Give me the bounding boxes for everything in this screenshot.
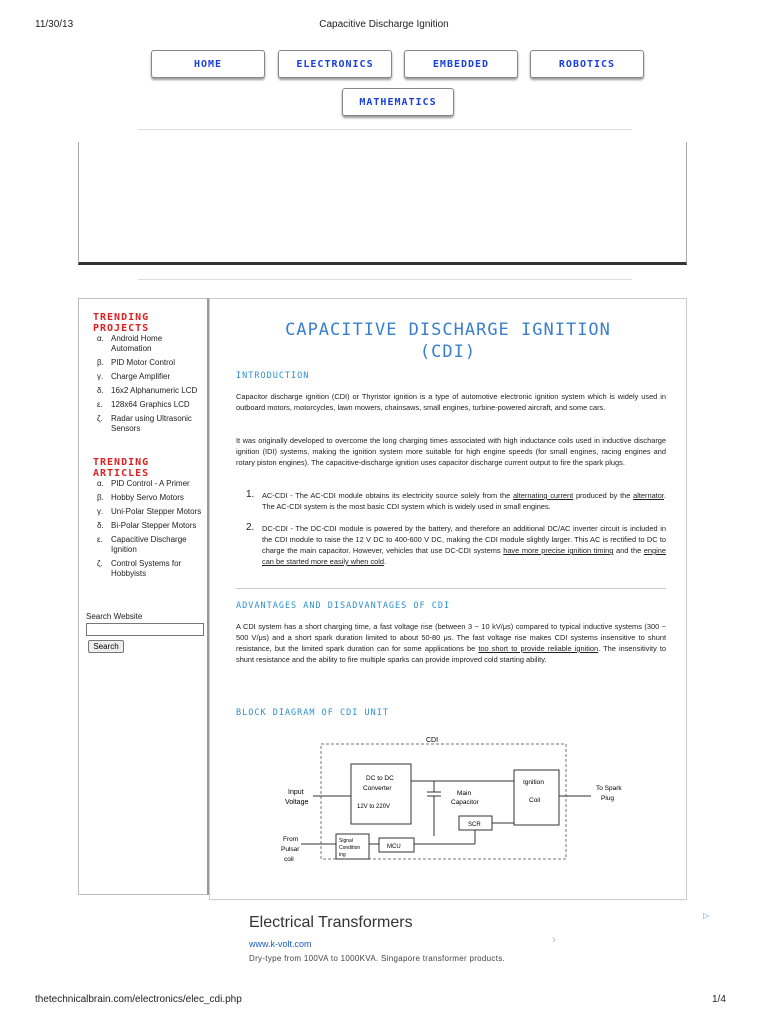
nav-robotics[interactable]: ROBOTICS [530,50,644,78]
divider [138,279,632,280]
list-item[interactable]: δ. Bi-Polar Stepper Motors [97,521,197,530]
divider [138,129,632,130]
search-label: Search Website [86,612,143,621]
page-title: CAPACITIVE DISCHARGE IGNITION [285,320,611,340]
list-item[interactable]: γ. Uni-Polar Stepper Motors [97,507,202,516]
search-button[interactable]: Search [88,640,124,653]
nav-mathematics[interactable]: MATHEMATICS [342,88,454,116]
list-item-ac-cdi: 1. AC-CDI - The AC-CDI module obtains its electricity source solely from the alternating current produced by the alternator. The AC-CDI system is the most basic CDI system which is widely used in small engines. [246,489,666,511]
svg-text:Converter: Converter [363,785,392,792]
block-diagram-heading: BLOCK DIAGRAM OF CDI UNIT [236,708,389,718]
intro-paragraph-2: It was originally developed to overcome the long charging times associated with high inductance coils used in inductive discharge ignition (IDI) systems, making the ignition system more suitable for high engine speeds (for small engines, racing engines and rotary piston engines). The capacitive-discharge ignition uses capacitor discharge current output to fire the spark plugs. [236,436,666,467]
trending-articles-list [85,479,203,583]
trending-articles-heading: TRENDING ARTICLES [93,457,150,479]
svg-text:From: From [283,836,299,843]
list-item-dc-cdi: 2. DC-CDI - The DC-CDI module is powered by the battery, and therefore an additional DC/AC inverter circuit is included in the CDI module to raise the 12 V DC to 400-600 V DC, making the CDI module slightly larger. This AC is rectified to DC to charge the main capacitor. However, vehicles that use DC-CDI systems have more precise ignition timing and the engine can be started more easily when cold. [246,522,666,566]
svg-text:Signal: Signal [339,838,353,844]
list-item[interactable]: α. Android Home Automation [97,334,163,353]
nav-electronics[interactable]: ELECTRONICS [278,50,392,78]
list-item[interactable]: α. PID Control - A Primer [97,479,190,488]
svg-text:To Spark: To Spark [596,785,622,792]
ad-url[interactable]: www.k-volt.com [249,939,312,949]
svg-text:Capacitor: Capacitor [451,799,479,806]
adchoices-icon[interactable]: ▷ [703,911,710,920]
list-item[interactable]: ζ. Radar using Ultrasonic Sensors [97,414,192,433]
trending-projects-heading: TRENDING PROJECTS [93,312,150,334]
ad-description: Dry-type from 100VA to 1000KVA. Singapore transformer products. [249,954,506,963]
alternator-link[interactable]: alternator [633,491,664,500]
svg-text:ing: ing [339,852,346,858]
svg-text:SCR: SCR [468,822,481,828]
svg-text:Plug: Plug [601,795,615,802]
print-date: 11/30/13 [35,19,74,30]
svg-text:coil: coil [284,856,294,863]
sidebar [78,298,209,895]
svg-text:Voltage: Voltage [285,799,309,806]
print-page: 1/4 [712,994,726,1005]
print-title: Capacitive Discharge Ignition [319,19,449,30]
cold-start-link[interactable]: engine can be started more easily when cold [262,546,666,566]
banner-area [78,142,687,265]
advantages-heading: ADVANTAGES AND DISADVANTAGES OF CDI [236,601,451,611]
article [209,298,687,900]
nav-embedded[interactable]: EMBEDDED [404,50,518,78]
search-input[interactable] [86,623,204,636]
svg-text:Ignition: Ignition [523,779,544,786]
ad-title[interactable]: Electrical Transformers [249,914,413,931]
list-item[interactable]: ε. 128x64 Graphics LCD [97,400,190,409]
print-url: thetechnicalbrain.com/electronics/elec_cdi.php [35,994,242,1005]
reliable-ignition-link[interactable]: too short to provide reliable ignition [478,644,599,653]
list-item[interactable]: δ. 16x2 Alphanumeric LCD [97,386,198,395]
ad-block[interactable] [240,906,712,972]
list-item[interactable]: γ. Charge Amplifier [97,372,171,381]
svg-text:DC to DC: DC to DC [366,775,394,782]
intro-paragraph-1: Capacitor discharge ignition (CDI) or Thyristor ignition is a type of automotive electronic ignition system which is widely used in outboard motors, motorcycles, lawn mowers, chainsaws, small engines, turbine-powered aircraft, and some cars. [236,392,666,412]
list-item[interactable]: β. PID Motor Control [97,358,176,367]
svg-text:Input: Input [288,789,304,796]
nav-home[interactable]: HOME [151,50,265,78]
list-item[interactable]: ζ. Control Systems for Hobbyists [97,559,182,578]
svg-text:Pulsar: Pulsar [281,846,300,853]
ad-arrow-icon[interactable]: › [552,932,556,946]
svg-text:MCU: MCU [387,844,401,850]
intro-heading: INTRODUCTION [236,371,310,381]
svg-text:Condition: Condition [339,845,361,851]
divider [236,588,666,589]
trending-projects-list [85,334,203,438]
svg-text:Main: Main [457,790,472,797]
advantages-paragraph: A CDI system has a short charging time, a fast voltage rise (between 3 ~ 10 kV/μs) compared to typical inductive systems (300 ~ 500 V/μs) and a short spark duration limited to about 50-80 μs. The fast voltage rise makes CDI systems insensitive to shunt resistance, but the limited spark duration can for some applications be too short to provide reliable ignition. The insensitivity to shunt resistance and the ability to fire multiple sparks can provide improved cold starting ability. [236,622,667,664]
cdi-block-diagram [251,736,637,871]
page-title-sub: (CDI) [419,342,477,362]
list-item[interactable]: ε. Capacitive Discharge Ignition [97,535,187,554]
ignition-timing-link[interactable]: have more precise ignition timing [503,546,614,555]
svg-text:Coil: Coil [529,797,541,804]
list-item[interactable]: β. Hobby Servo Motors [97,493,184,502]
svg-text:CDI: CDI [426,737,439,744]
svg-text:12V to 220V: 12V to 220V [357,804,391,810]
alternating-current-link[interactable]: alternating current [512,491,574,500]
